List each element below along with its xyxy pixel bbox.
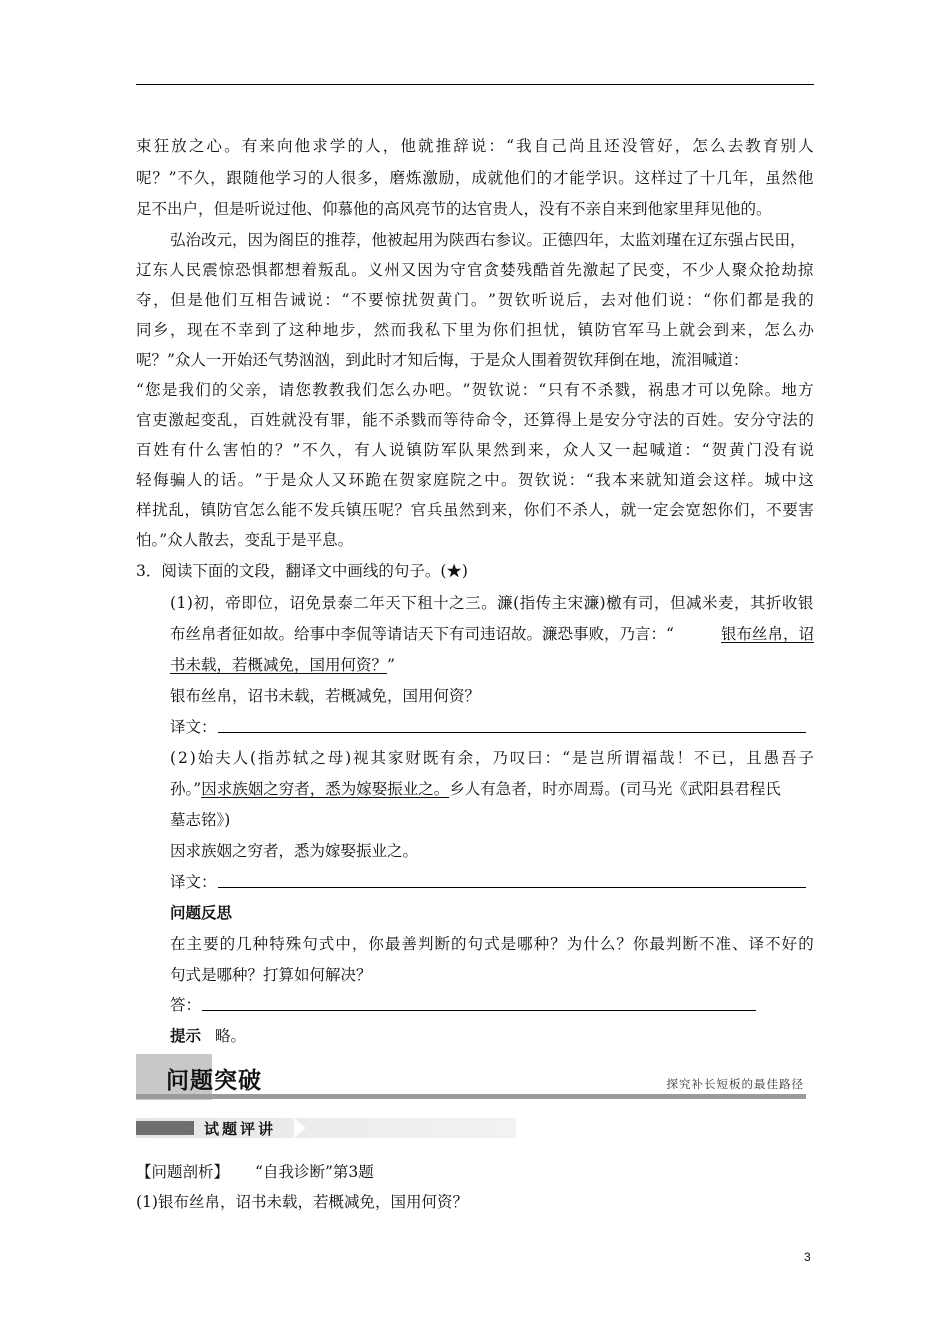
text-line: 句式是哪种？打算如何解决？ bbox=[170, 966, 372, 984]
text-line: 官 吏 激 起 变 乱 ， 百 姓 就 没 有 罪 ， 能 不 杀 戮 而 等 待 命 令 ， 还 算 得 上 是 安 分 守 法 的 百 姓 。 安 分 守 法 的 bbox=[136, 411, 814, 429]
underlined-sentence: 因求族姻之穷者，悉为嫁娶振业之。 bbox=[201, 780, 450, 798]
text-line bbox=[170, 779, 781, 799]
text-line: 轻 侮 骗 人 的 话 。 ” 于 是 众 人 又 环 跪 在 贺 家 庭 院 之 中 。 贺 钦 说 ： “ 我 本 来 就 知 道 会 这 样 。 城 中 这 bbox=[136, 471, 814, 489]
target-sentence: 银布丝帛，诏书未载，若概减免，国用何资？ bbox=[170, 687, 481, 705]
translation-label: 译文： bbox=[170, 718, 217, 736]
text-segment: 孙。” bbox=[170, 780, 202, 798]
answer-line[interactable] bbox=[202, 1010, 756, 1011]
question-heading: 3．阅读下面的文段，翻译文中画线的句子。(★) bbox=[136, 562, 468, 580]
text-line: “ 您 是 我 们 的 父 亲 ， 请 您 教 教 我 们 怎 么 办 吧 。 ” 贺 钦 说 ： “ 只 有 不 杀 戮 ， 祸 患 才 可 以 免 除 。 地 方 bbox=[136, 381, 814, 399]
analysis-heading bbox=[136, 1162, 374, 1182]
underlined-sentence: 银布丝帛，诏 bbox=[720, 625, 814, 643]
text-line: 百 姓 有 什 么 害 怕 的 ？ ” 不 久 ， 有 人 说 镇 防 军 队 果 然 到 来 ， 众 人 又 一 起 喊 道 ： “ 贺 黄 门 没 有 说 bbox=[136, 441, 814, 459]
section-title: 问题突破 bbox=[166, 1068, 262, 1094]
text-line: 呢？”众人一开始还气势汹汹，到此时才知后悔，于是众人围着贺钦拜倒在地，流泪喊道： bbox=[136, 351, 749, 369]
text-line: 辽 东 人 民 震 惊 恐 惧 都 想 着 叛 乱 。 义 州 又 因 为 守 官 贪 婪 残 酷 首 先 激 起 了 民 变 ， 不 少 人 聚 众 抢 劫 掠 bbox=[136, 261, 814, 279]
text-line: ( 2 ) 始 夫 人 ( 指 苏 轼 之 母 ) 视 其 家 财 既 有 余 ， 乃 叹 曰 ： “ 是 岂 所 谓 福 哉 ！ 不 已 ， 且 愚 吾 子 bbox=[170, 749, 814, 767]
analysis-item: (1)银布丝帛，诏书未载，若概减免，国用何资？ bbox=[136, 1193, 468, 1211]
subsection-marker bbox=[136, 1121, 194, 1135]
section-subtitle: 探究补长短板的最佳路径 bbox=[666, 1077, 804, 1091]
target-sentence: 因求族姻之穷者，悉为嫁娶振业之。 bbox=[170, 842, 419, 860]
translation-answer-line[interactable] bbox=[218, 887, 806, 888]
reflection-heading: 问题反思 bbox=[170, 904, 233, 922]
chevron-right-icon bbox=[294, 1118, 306, 1138]
hint bbox=[170, 1026, 246, 1046]
subsection-title: 试题评讲 bbox=[204, 1120, 277, 1138]
text-line: 弘治改元，因为阁臣的推荐，他被起用为陕西右参议。正德四年，太监刘瑾在辽东强占民田， bbox=[170, 231, 806, 249]
text-line bbox=[170, 655, 395, 675]
text-line: 同 乡 ， 现 在 不 幸 到 了 这 种 地 步 ， 然 而 我 私 下 里 为 你 们 担 忧 ， 镇 防 官 军 马 上 就 会 到 来 ， 怎 么 办 bbox=[136, 321, 814, 339]
text-line: 在 主 要 的 几 种 特 殊 句 式 中 ， 你 最 善 判 断 的 句 式 是 哪 种 ？ 为 什 么 ？ 你 最 判 断 不 准 、 译 不 好 的 bbox=[170, 935, 814, 953]
text-line: 束 狂 放 之 心 。 有 来 向 他 求 学 的 人 ， 他 就 推 辞 说 ： “ 我 自 己 尚 且 还 没 管 好 ， 怎 么 去 教 育 别 人 bbox=[136, 137, 814, 155]
text-segment: 布丝帛者征如故。给事中李侃等请诘天下有司违诏故。濂恐事败，乃言：“ bbox=[170, 625, 674, 643]
text-line bbox=[170, 624, 814, 644]
translation-label: 译文： bbox=[170, 873, 217, 891]
text-line: ( 1 ) 初 ， 帝 即 位 ， 诏 免 景 泰 二 年 天 下 租 十 之 三 。 濂 ( 指 传 主 宋 濂 ) 檄 有 司 ， 但 减 米 麦 ， 其 折 收 银 bbox=[170, 594, 814, 612]
text-line: 呢 ？ ” 不 久 ， 跟 随 他 学 习 的 人 很 多 ， 磨 炼 激 励 ， 成 就 他 们 的 才 能 学 识 。 这 样 过 了 十 几 年 ， 虽 然 他 bbox=[136, 169, 814, 187]
text-line: 墓志铭》) bbox=[170, 811, 231, 829]
text-line: 足不出户，但是听说过他、仰慕他的高风亮节的达官贵人，没有不亲自来到他家里拜见他的。 bbox=[136, 200, 772, 218]
underlined-sentence: 书未载，若概减免，国用何资？ bbox=[170, 656, 388, 674]
header-rule bbox=[136, 84, 814, 85]
text-line: 样 扰 乱 ， 镇 防 官 怎 么 能 不 发 兵 镇 压 呢 ？ 官 兵 虽 然 到 来 ， 你 们 不 杀 人 ， 就 一 定 会 宽 恕 你 们 ， 不 要 害 bbox=[136, 501, 814, 519]
analysis-label: 【问题剖析】 bbox=[136, 1163, 230, 1181]
text-line: 夺 ， 但 是 他 们 互 相 告 诫 说 ： “ 不 要 惊 扰 贺 黄 门 。 ” 贺 钦 听 说 后 ， 去 对 他 们 说 ： “ 你 们 都 是 我 的 bbox=[136, 291, 814, 309]
page-number: 3 bbox=[804, 1250, 811, 1264]
text-segment: 乡人有急者，时亦周焉。(司马光《武阳县君程氏 bbox=[449, 780, 781, 798]
translation-answer-line[interactable] bbox=[218, 732, 806, 733]
text-segment: ” bbox=[387, 656, 395, 674]
hint-text: 略。 bbox=[215, 1027, 247, 1045]
text-line: 怕。”众人散去，变乱于是平息。 bbox=[136, 531, 354, 549]
answer-label: 答： bbox=[170, 996, 202, 1014]
analysis-ref: “自我诊断”第3题 bbox=[255, 1163, 374, 1181]
hint-label: 提示 bbox=[170, 1027, 202, 1045]
